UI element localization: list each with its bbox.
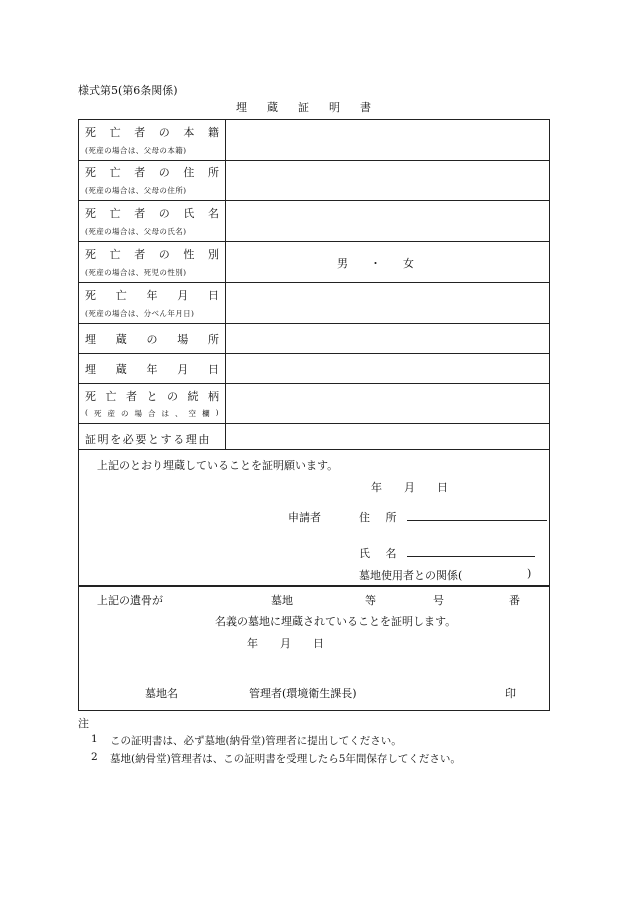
cert-line1-d: 号 [433, 594, 444, 607]
applicant-label: 申請者 [288, 511, 321, 524]
label-name: 死 亡 者 の 氏 名 [85, 207, 219, 220]
sub-relationship: ( 死 産 の 場 合 は 、 空 欄 ) [85, 408, 219, 418]
cert-line2: 名義の墓地に埋蔵されていることを証明します。 [215, 615, 457, 628]
row-divider [79, 323, 549, 324]
row-divider [79, 282, 549, 283]
relation-label: 墓地使用者との関係( [359, 569, 463, 582]
application-statement: 上記のとおり埋蔵していることを証明願います。 [97, 459, 339, 472]
sub-address: (死産の場合は、父母の住所) [85, 186, 187, 195]
cert-date[interactable]: 年 月 日 [247, 637, 324, 650]
sub-death-date: (死産の場合は、分べん年月日) [85, 309, 195, 318]
certificate-table [78, 119, 550, 450]
row-divider [79, 353, 549, 354]
cert-line1-a: 上記の遺骨が [97, 594, 163, 607]
sub-name: (死産の場合は、父母の氏名) [85, 227, 187, 236]
cert-line1-b: 墓地 [271, 594, 293, 607]
notes-heading: 注 [78, 717, 89, 730]
section-divider [79, 585, 549, 587]
label-gender: 死 亡 者 の 性 別 [85, 248, 219, 261]
cemetery-name-label: 墓地名 [145, 687, 178, 700]
cert-line1-e: 番 [509, 594, 520, 607]
label-reason: 証明を必要とする理由 [85, 433, 211, 446]
seal-mark: 印 [505, 687, 516, 700]
page-title: 埋蔵証明書 [236, 101, 391, 114]
label-address: 死 亡 者 の 住 所 [85, 166, 219, 179]
value-gender[interactable]: 男 ・ 女 [337, 257, 414, 270]
manager-label: 管理者(環境衛生課長) [249, 687, 357, 700]
row-divider [79, 423, 549, 424]
note-number-1: 1 [91, 733, 98, 745]
row-divider [79, 200, 549, 201]
label-relationship: 死 亡 者 と の 続 柄 [85, 390, 219, 403]
applicant-address-label: 住 所 [359, 511, 403, 524]
note-number-2: 2 [91, 751, 98, 763]
sub-honseki: (死産の場合は、父母の本籍) [85, 146, 187, 155]
note-text-2: 墓地(納骨堂)管理者は、この証明書を受理したら5年間保存してください。 [110, 753, 461, 765]
column-divider [225, 120, 226, 449]
note-text-1: この証明書は、必ず墓地(納骨堂)管理者に提出してください。 [110, 735, 402, 747]
cert-line1-c: 等 [365, 594, 376, 607]
row-divider [79, 241, 549, 242]
application-date[interactable]: 年 月 日 [371, 481, 448, 494]
relation-close: ) [527, 567, 532, 580]
row-divider [79, 383, 549, 384]
sub-gender: (死産の場合は、死児の性別) [85, 268, 187, 277]
form-number: 様式第5(第6条関係) [78, 84, 178, 97]
row-divider [79, 160, 549, 161]
label-honseki: 死 亡 者 の 本 籍 [85, 126, 219, 139]
applicant-name-label: 氏 名 [359, 547, 403, 560]
label-burial-date: 埋 蔵 年 月 日 [85, 363, 219, 376]
applicant-name-field[interactable] [407, 556, 535, 557]
application-certificate-block [78, 449, 550, 711]
label-death-date: 死 亡 年 月 日 [85, 289, 219, 302]
label-burial-place: 埋 蔵 の 場 所 [85, 333, 219, 346]
applicant-address-field[interactable] [407, 520, 547, 521]
